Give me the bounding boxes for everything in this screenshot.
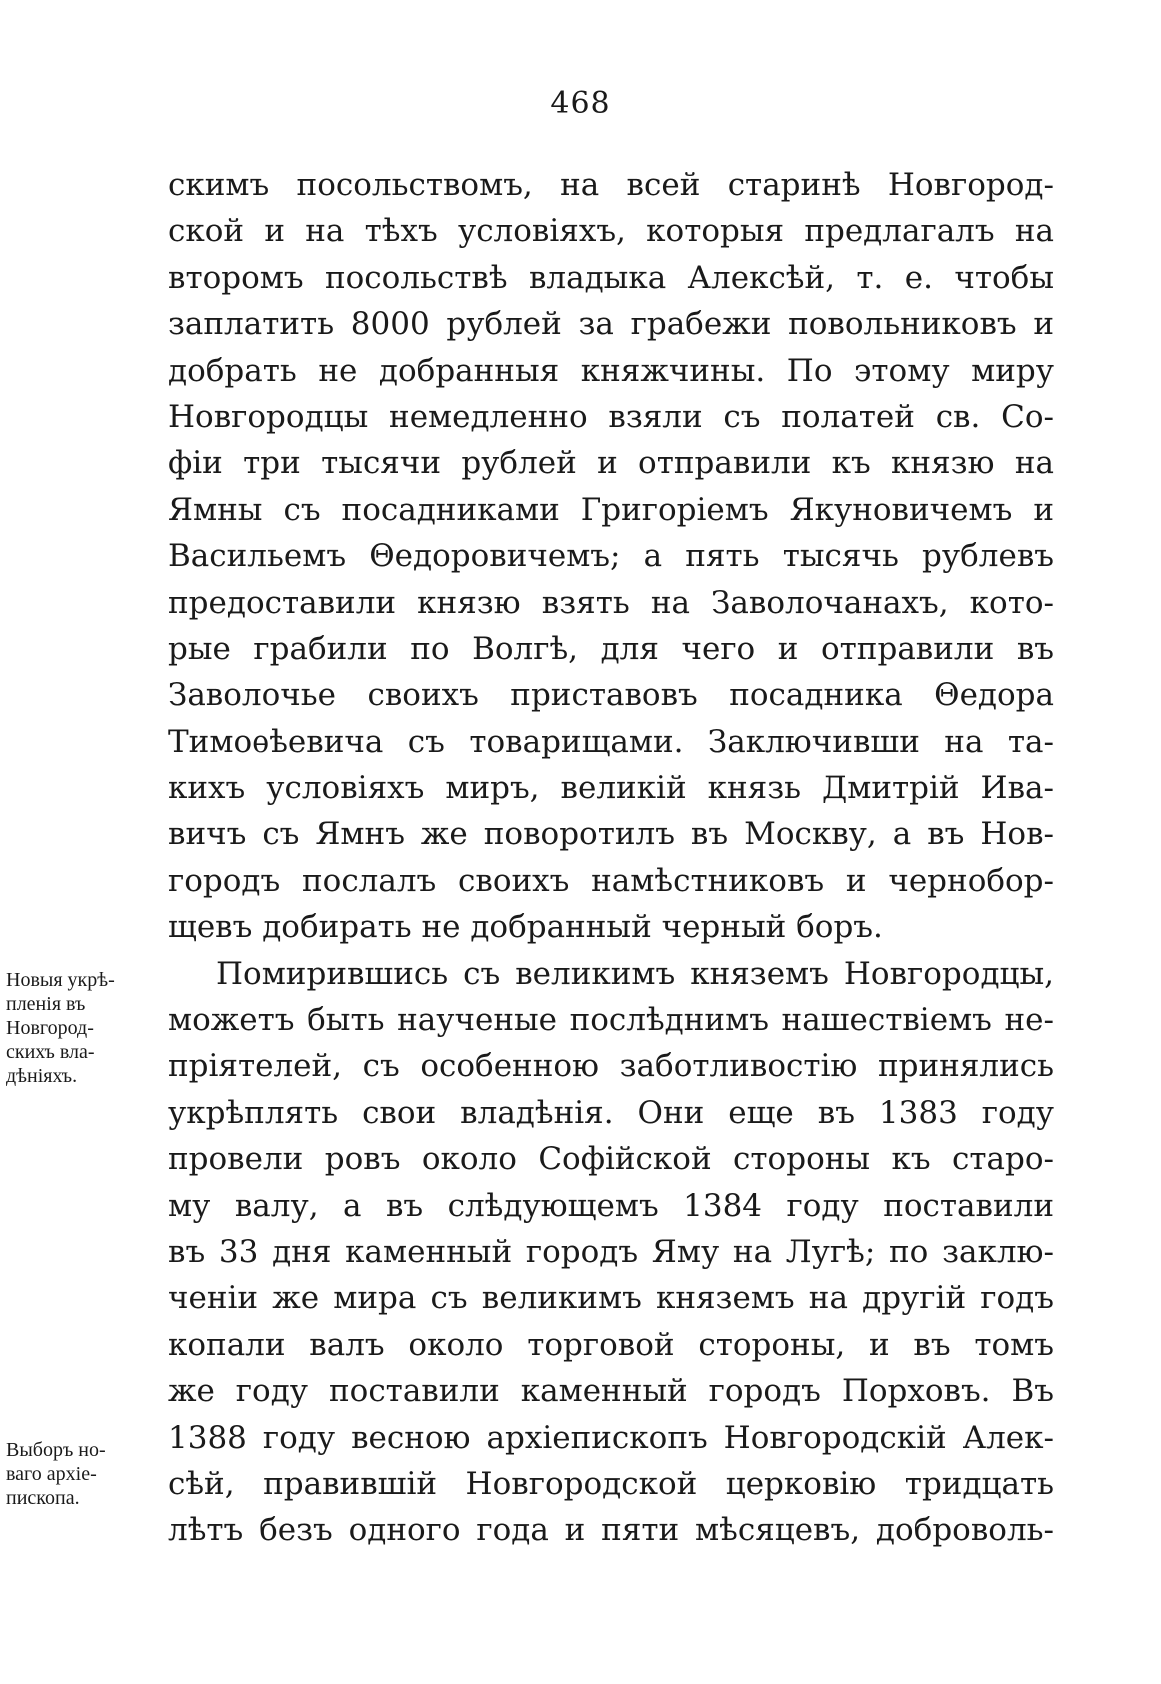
text-line: рые грабили по Волгѣ, для чего и отправили въ [168, 630, 1054, 667]
text-line: второмъ посольствѣ владыка Алексѣй, т. е. чтобы [168, 259, 1054, 296]
text-line: Васильемъ Θедоровичемъ; а пять тысячь рублевъ [168, 538, 1054, 575]
margin-note-fortifications [6, 968, 164, 1088]
margin-note-line: Выборъ но- [6, 1439, 106, 1461]
margin-note-line: скихъ вла- [6, 1041, 95, 1063]
text-line: скимъ посольствомъ, на всей старинѣ Новгород- [168, 167, 1054, 203]
text-line: вичъ съ Ямнъ же поворотилъ въ Москву, а въ Нов- [168, 816, 1054, 853]
paragraph-2 [168, 951, 1054, 1554]
text-line: Тимоѳѣевича съ товарищами. Заключивши на та- [168, 723, 1054, 760]
margin-note-line: Новыя укрѣ- [6, 969, 115, 991]
text-line: Помирившись съ великимъ княземъ Новгородцы, [216, 955, 1054, 992]
text-line: 1388 году весною архіепископъ Новгородскій Алек- [168, 1419, 1054, 1456]
margin-note-line: пленія въ [6, 993, 86, 1015]
margin-note-line: дѣніяхъ. [6, 1065, 78, 1087]
margin-note-line: ваго архіе- [6, 1463, 97, 1485]
text-line: укрѣплять свои владѣнія. Они еще въ 1383 году [168, 1094, 1054, 1131]
margin-note-line: пископа. [6, 1487, 80, 1509]
text-line: сѣй, правившій Новгородской церковію тридцать [168, 1465, 1054, 1502]
text-line: провели ровъ около Софійской стороны къ старо- [168, 1141, 1054, 1178]
text-line: добрать не добранныя княжчины. По этому миру [168, 352, 1054, 389]
text-line: предоставили князю взять на Заволочанахъ, кото- [168, 584, 1054, 621]
text-line: кихъ условіяхъ миръ, великій князь Дмитрій Ива- [168, 770, 1054, 807]
margin-note-archbishop [6, 1438, 164, 1510]
text-line: фіи три тысячи рублей и отправили къ князю на [168, 445, 1054, 482]
text-line: городъ послалъ своихъ намѣстниковъ и чернобор- [168, 862, 1054, 899]
text-line: заплатить 8000 рублей за грабежи повольниковъ и [168, 306, 1054, 343]
text-line: ской и на тѣхъ условіяхъ, которыя предлагалъ на [168, 213, 1054, 250]
text-line: можетъ быть наученые послѣднимъ нашествіемъ не- [168, 1002, 1054, 1039]
body-text [168, 162, 1054, 1554]
text-line: щевъ добирать не добранный черный боръ. [168, 909, 883, 946]
text-line: Ямны съ посадниками Григоріемъ Якуновичемъ и [168, 491, 1054, 528]
text-line: Новгородцы немедленно взяли съ полатей св. Со- [168, 398, 1054, 435]
page-number: 468 [550, 86, 611, 121]
text-line: лѣтъ безъ одного года и пяти мѣсяцевъ, доброволь- [168, 1512, 1054, 1549]
paragraph-1 [168, 162, 1054, 951]
text-line: му валу, а въ слѣдующемъ 1384 году поставили [168, 1187, 1054, 1224]
margin-note-line: Новгород- [6, 1017, 94, 1039]
text-line: пріятелей, съ особенною заботливостію принялись [168, 1048, 1054, 1085]
text-line: же году поставили каменный городъ Порховъ. Въ [168, 1373, 1054, 1410]
text-line: въ 33 дня каменный городъ Яму на Лугѣ; по заклю- [168, 1233, 1054, 1270]
text-line: ченіи же мира съ великимъ княземъ на другій годъ [168, 1280, 1054, 1317]
text-line: Заволочье своихъ приставовъ посадника Θедора [168, 677, 1054, 714]
text-line: копали валъ около торговой стороны, и въ томъ [168, 1326, 1054, 1363]
